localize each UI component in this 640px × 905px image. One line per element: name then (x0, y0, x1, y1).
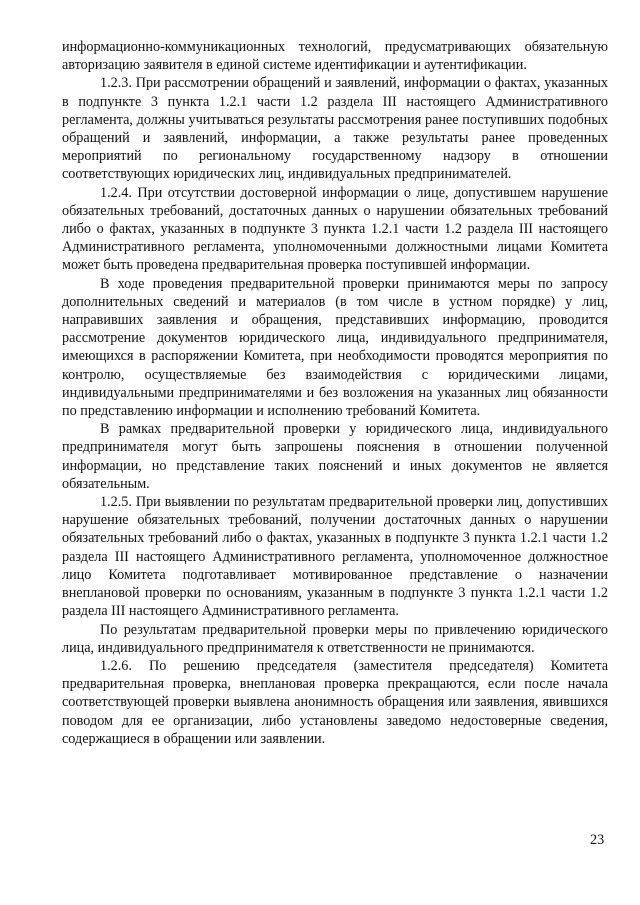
page-number: 23 (590, 832, 605, 848)
paragraph-preliminary-check-measures: В ходе проведения предварительной проверки принимаются меры по запросу дополнительных сведений и материалов (в том числе в устном порядке) у лиц, направивших заявления и обращения, представивших информацию, проводится рассмотрение документов юридического лица, индивидуального предпринимателя, имеющихся в распоряжении Комитета, при необходимости проводятся мероприятия по контролю, осуществляемые без взаимодействия с юридическими лицами, индивидуальными предпринимателями и без возложения на указанных лиц обязанности по представлению информации и исполнению требований Комитета. (62, 275, 608, 420)
paragraph-no-liability: По результатам предварительной проверки меры по привлечению юридического лица, индивидуального предпринимателя к ответственности не принимаются. (62, 621, 608, 656)
paragraph-continuation: информационно-коммуникационных технологий, предусматривающих обязательную авторизацию заявителя в единой системе идентификации и аутентификации. (62, 39, 608, 74)
paragraph-1-2-4: 1.2.4. При отсутствии достоверной информации о лице, допустившем нарушение обязательных требований, достаточных данных о нарушении обязательных требований либо о фактах, указанных в подпункте 3 пункта 1.2.1 части 1.2 раздела III настоящего Административного регламента, уполномоченными должностными лицами Комитета может быть проведена предварительная проверка поступившей информации. (62, 184, 608, 274)
paragraph-1-2-5: 1.2.5. При выявлении по результатам предварительной проверки лиц, допустивших нарушение обязательных требований, получении достаточных данных о нарушении обязательных требований либо о фактах, указанных в подпункте 3 пункта 1.2.1 части 1.2 раздела III настоящего Административного регламента, уполномоченное должностное лицо Комитета подготавливает мотивированное представление о назначении внеплановой проверки по основаниям, указанным в подпункте 3 пункта 1.2.1 части 1.2 раздела III настоящего Административного регламента. (62, 494, 608, 620)
paragraph-1-2-6: 1.2.6. По решению председателя (заместителя председателя) Комитета предварительная проверка, внеплановая проверка прекращаются, если после начала соответствующей проверки выявлена анонимность обращения или заявления, явившихся поводом для ее организации, либо установлены заведомо недостоверные сведения, содержащиеся в обращении или заявлении. (62, 657, 608, 747)
paragraph-1-2-3: 1.2.3. При рассмотрении обращений и заявлений, информации о фактах, указанных в подпункте 3 пункта 1.2.1 части 1.2 раздела III настоящего Административного регламента, должны учитываться результаты рассмотрения ранее поступивших подобных обращений и заявлений, информации, а также результаты ранее проведенных мероприятий по региональному государственному надзору в отношении соответствующих юридических лиц, индивидуальных предпринимателей. (62, 75, 608, 183)
paragraph-explanations-request: В рамках предварительной проверки у юридического лица, индивидуального предпринимателя могут быть запрошены пояснения в отношении полученной информации, но представление таких пояснений и иных документов не является обязательным. (62, 421, 608, 492)
document-body (62, 38, 608, 748)
